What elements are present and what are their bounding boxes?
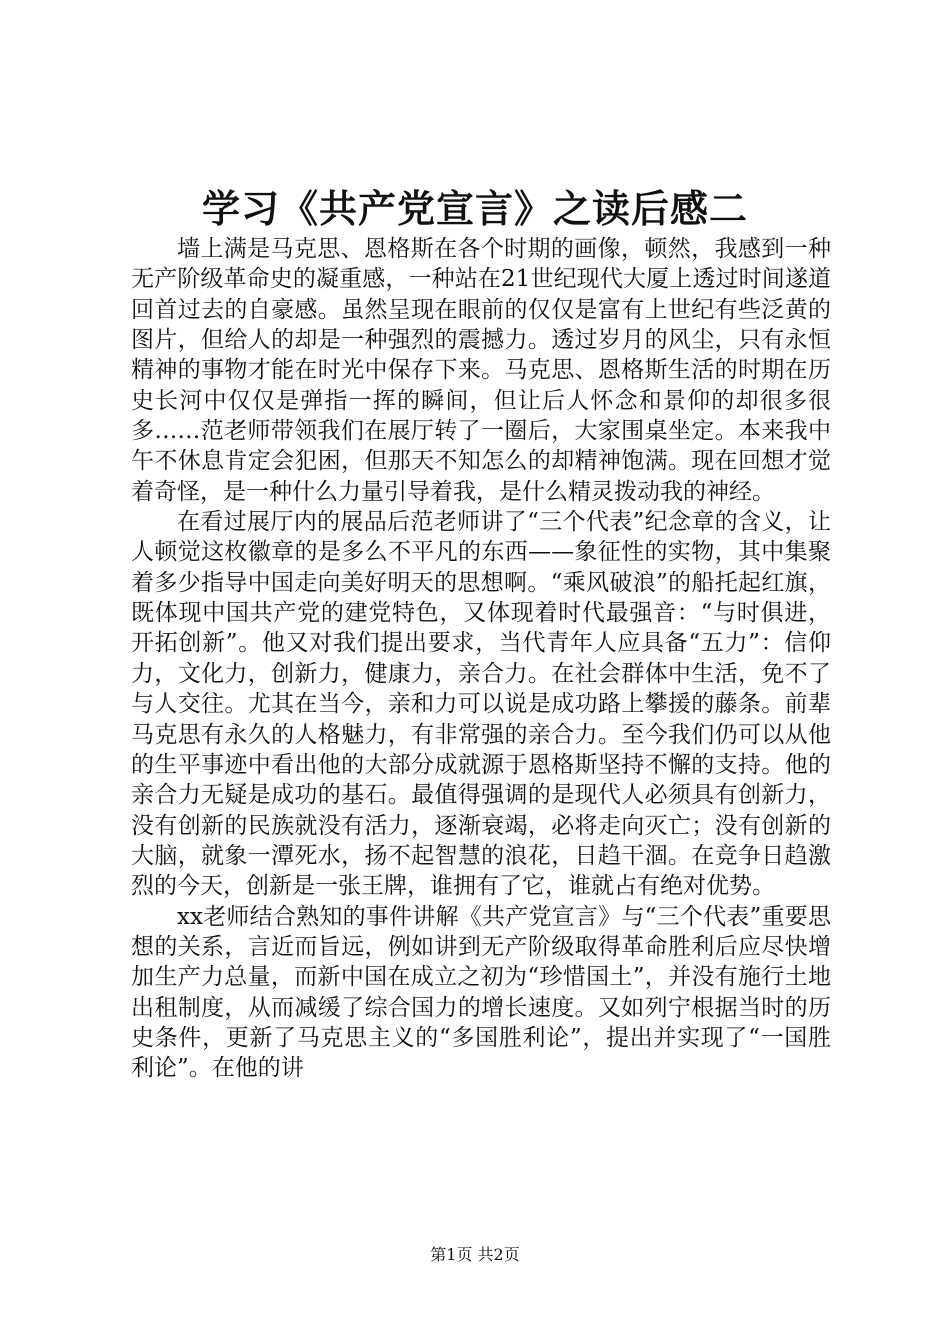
document-title: 学习《共产党宣言》之读后感二 (201, 186, 748, 231)
paragraph-3: xx老师结合熟知的事件讲解《共产党宣言》与“三个代表”重要思想的关系，言近而旨远，例如讲到无产阶级取得革命胜利后应尽快增加生产力总量，而新中国在成立之初为“珍惜国土”，并没有施行土地出租制度，从而减缓了综合国力的增长速度。又如列宁根据当时的历史条件，更新了马克思主义的“多国胜利论”，提出并实现了“一国胜利论”。在他的讲 (131, 903, 831, 1082)
page-number-footer: 第1页 共2页 (430, 1245, 520, 1264)
paragraph-2: 在看过展厅内的展品后范老师讲了“三个代表”纪念章的含义，让人顿觉这枚徽章的是多么不平凡的东西——象征性的实物，其中集聚着多少指导中国走向美好明天的思想啊。“乘风破浪”的船托起红旗，既体现中国共产党的建党特色，又体现着时代最强音：“与时俱进，开拓创新”。他又对我们提出要求，当代青年人应具备“五力”：信仰力，文化力，创新力，健康力，亲合力。在社会群体中生活，免不了与人交往。尤其在当今，亲和力可以说是成功路上攀援的藤条。前辈马克思有永久的人格魅力，有非常强的亲合力。至今我们仍可以从他的生平事迹中看出他的大部分成就源于恩格斯坚持不懈的支持。他的亲合力无疑是成功的基石。最值得强调的是现代人必须具有创新力，没有创新的民族就没有活力，逐渐衰竭，必将走向灭亡；没有创新的大脑，就象一潭死水，扬不起智慧的浪花，日趋干涸。在竞争日趋激烈的今天，创新是一张王牌，谁拥有了它，谁就占有绝对优势。 (131, 509, 831, 900)
paragraph-1: 墙上满是马克思、恩格斯在各个时期的画像，顿然，我感到一种无产阶级革命史的凝重感，一种站在21世纪现代大厦上透过时间遂道回首过去的自豪感。虽然呈现在眼前的仅仅是富有上世纪有些泛黄的图片，但给人的却是一种强烈的震撼力。透过岁月的风尘，只有永恒精神的事物才能在时光中保存下来。马克思、恩格斯生活的时期在历史长河中仅仅是弹指一挥的瞬间，但让后人怀念和景仰的却很多很多……范老师带领我们在展厅转了一圈后，大家围桌坐定。本来我中午不休息肯定会犯困，但那天不知怎么的却精神饱满。现在回想才觉着奇怪，是一种什么力量引导着我，是什么精灵拨动我的神经。 (131, 236, 831, 505)
document-body (131, 234, 831, 1084)
